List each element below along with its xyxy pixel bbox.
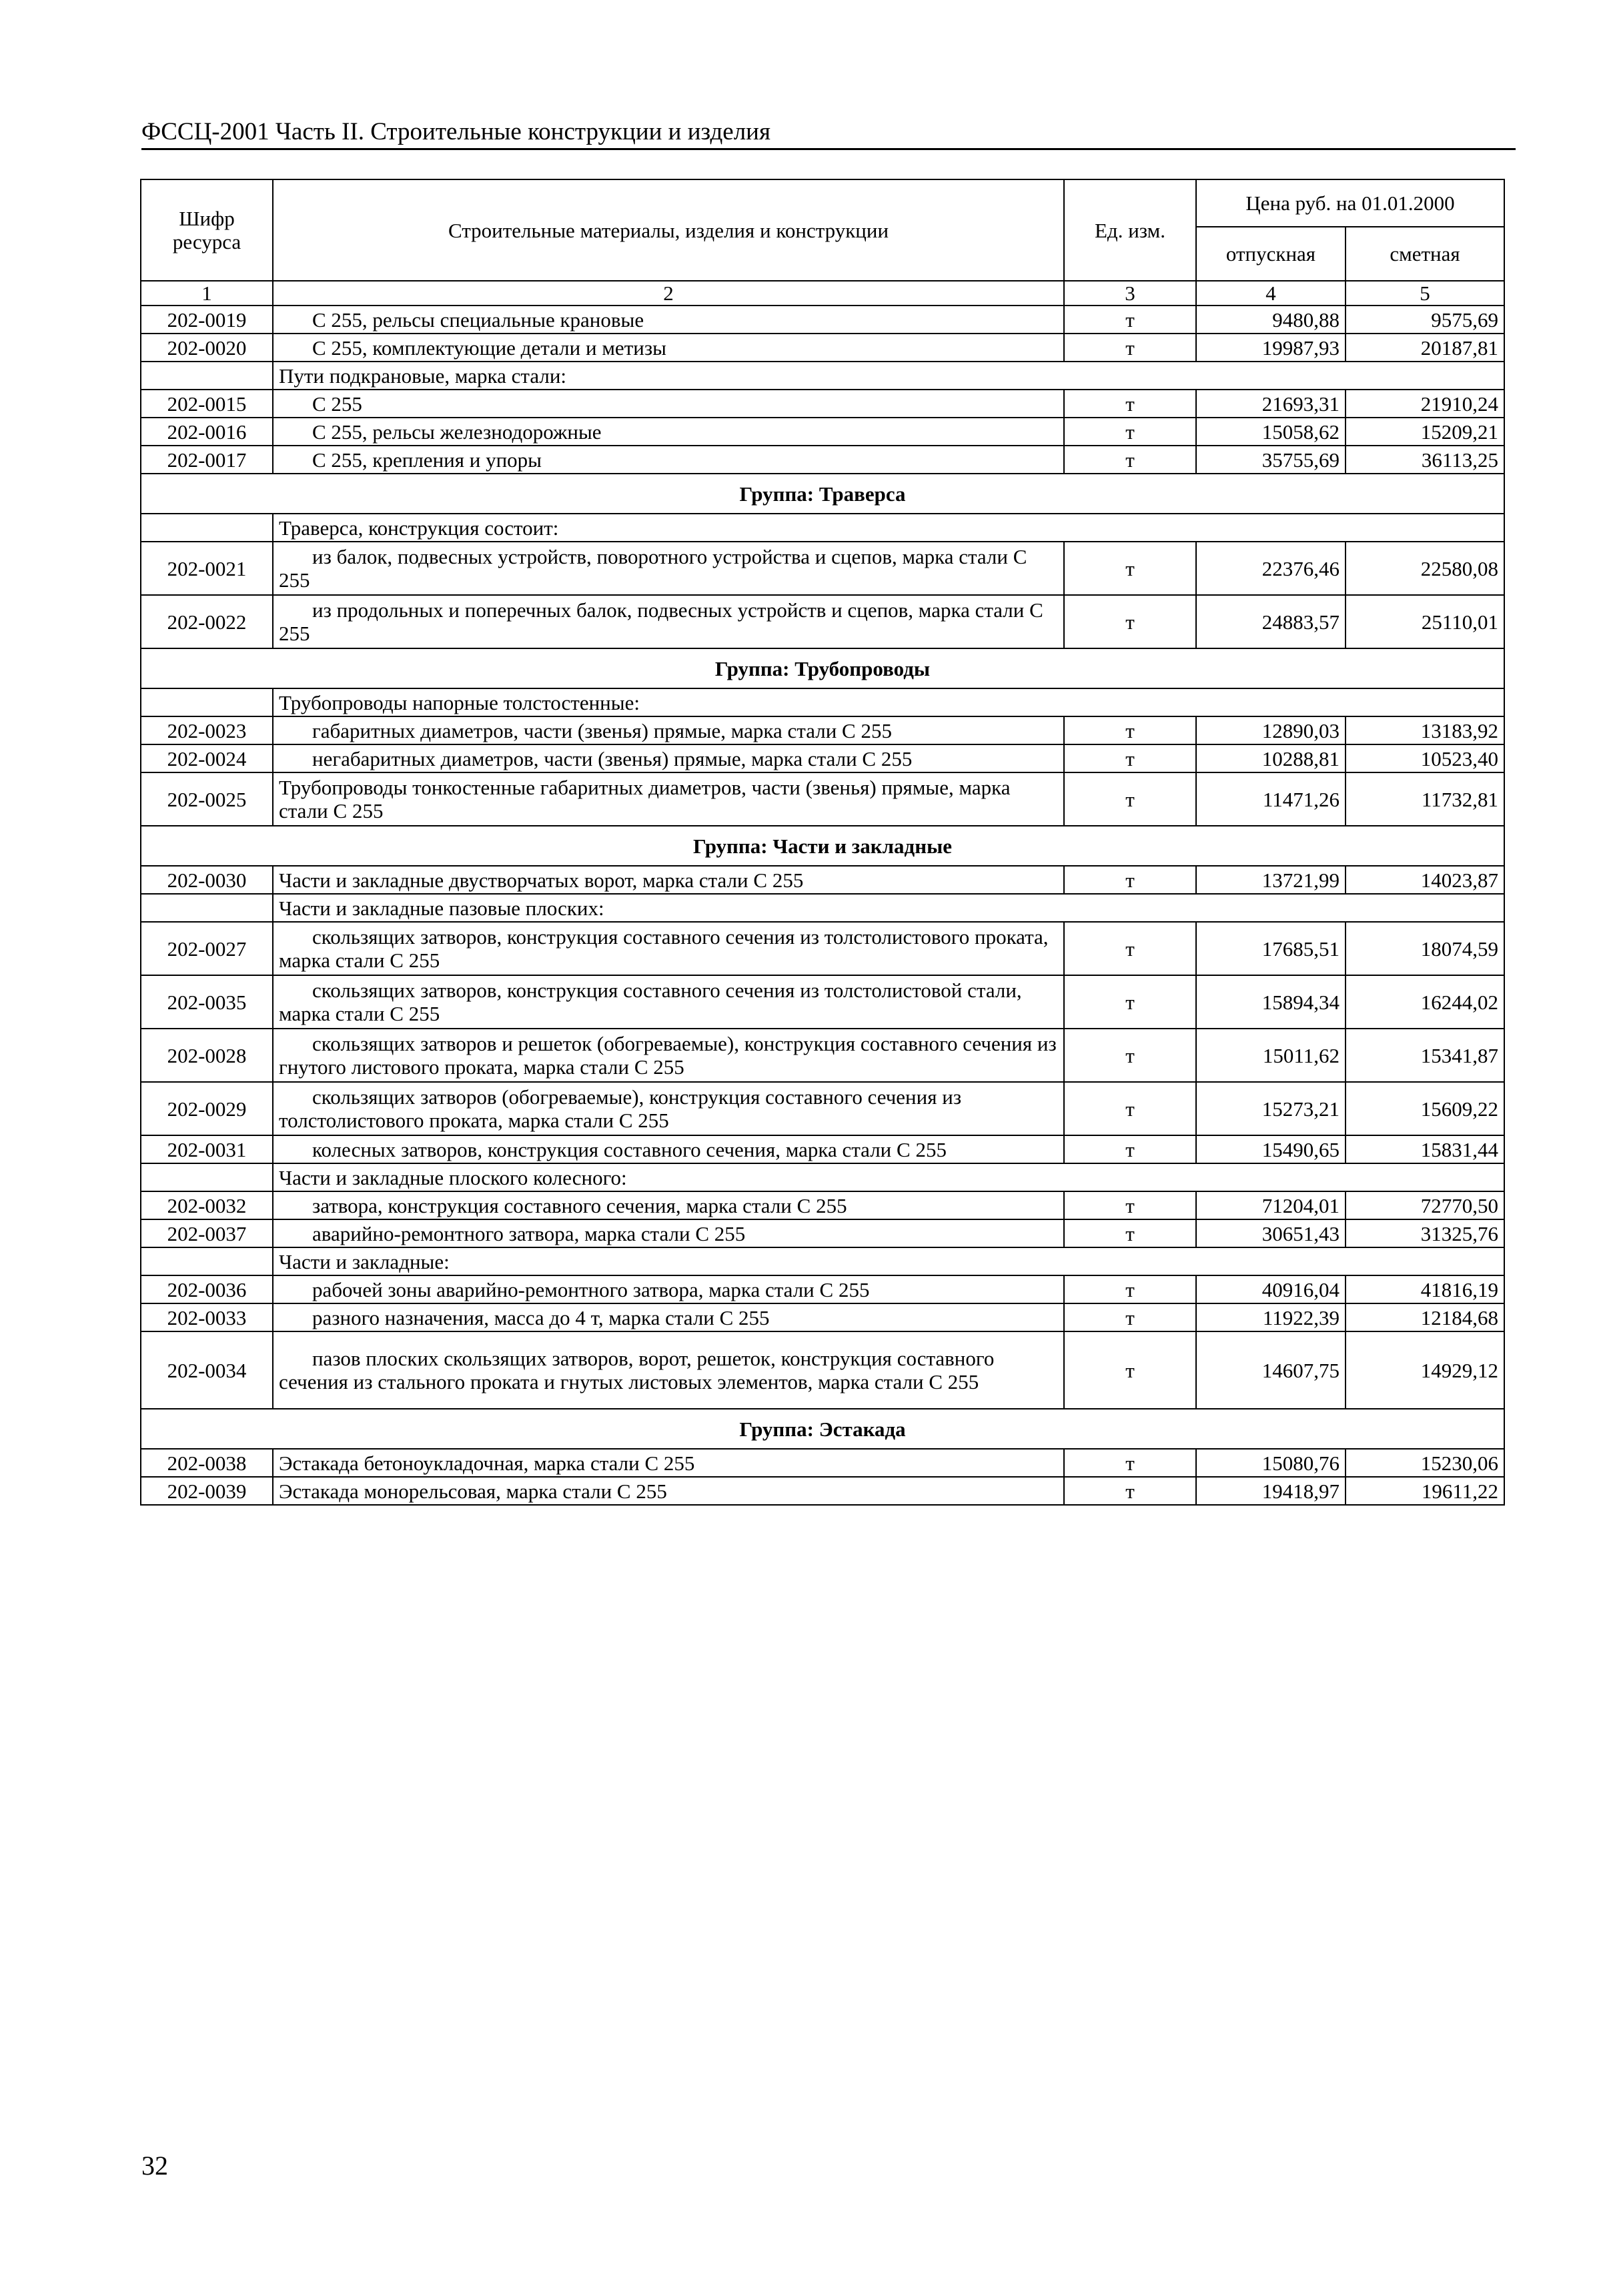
material-name-cell	[273, 418, 1064, 446]
table-row	[141, 744, 1504, 772]
resource-code: 202-0019	[141, 306, 273, 334]
release-price: 15490,65	[1196, 1135, 1346, 1163]
resource-code: 202-0015	[141, 390, 273, 418]
subheading-row	[141, 1163, 1504, 1191]
release-price: 19987,93	[1196, 334, 1346, 362]
release-price: 15894,34	[1196, 975, 1346, 1029]
material-name: колесных затворов, конструкция составного сечения, марка стали С 255	[312, 1137, 947, 1161]
estimate-price: 13183,92	[1346, 716, 1504, 744]
unit-of-measure: т	[1064, 1191, 1196, 1219]
estimate-price: 14929,12	[1346, 1331, 1504, 1409]
column-number: 2	[273, 281, 1064, 306]
subheading-text: Пути подкрановые, марка стали:	[273, 362, 1504, 390]
header-price-estimate: сметная	[1346, 227, 1504, 281]
estimate-price: 10523,40	[1346, 744, 1504, 772]
unit-of-measure: т	[1064, 1082, 1196, 1135]
material-name: пазов плоских скользящих затворов, ворот, решеток, конструкция составного сечения из стального проката и гнутых листовых элементов, марка стали С 255	[279, 1347, 995, 1393]
table-row	[141, 716, 1504, 744]
table-row	[141, 1219, 1504, 1247]
header-price-title: Цена руб. на 01.01.2000	[1196, 179, 1504, 227]
material-name: Эстакада монорельсовая, марка стали С 255	[279, 1479, 667, 1503]
material-name: разного назначения, масса до 4 т, марка стали С 255	[312, 1305, 770, 1329]
unit-of-measure: т	[1064, 306, 1196, 334]
table-row	[141, 1191, 1504, 1219]
material-name: скользящих затворов, конструкция составного сечения из толстолистового проката, марка стали С 255	[279, 925, 1049, 972]
resource-code: 202-0039	[141, 1477, 273, 1505]
table-row	[141, 334, 1504, 362]
material-name-cell	[273, 390, 1064, 418]
header-price-release: отпускная	[1196, 227, 1346, 281]
release-price: 11922,39	[1196, 1303, 1346, 1331]
unit-of-measure: т	[1064, 975, 1196, 1029]
material-name-cell	[273, 922, 1064, 975]
resource-code: 202-0037	[141, 1219, 273, 1247]
release-price: 12890,03	[1196, 716, 1346, 744]
estimate-price: 19611,22	[1346, 1477, 1504, 1505]
estimate-price: 22580,08	[1346, 542, 1504, 595]
estimate-price: 12184,68	[1346, 1303, 1504, 1331]
material-name: Эстакада бетоноукладочная, марка стали С 255	[279, 1451, 695, 1475]
release-price: 35755,69	[1196, 446, 1346, 474]
resource-code: 202-0023	[141, 716, 273, 744]
material-name: С 255	[312, 392, 362, 416]
estimate-price: 16244,02	[1346, 975, 1504, 1029]
subheading-text: Трубопроводы напорные толстостенные:	[273, 688, 1504, 716]
resource-code: 202-0030	[141, 866, 273, 894]
release-price: 15080,76	[1196, 1449, 1346, 1477]
header-code: Шифр ресурса	[141, 179, 273, 281]
unit-of-measure: т	[1064, 1331, 1196, 1409]
estimate-price: 15609,22	[1346, 1082, 1504, 1135]
material-name-cell	[273, 446, 1064, 474]
unit-of-measure: т	[1064, 1275, 1196, 1303]
table-row	[141, 1275, 1504, 1303]
table-row	[141, 1029, 1504, 1082]
release-price: 11471,26	[1196, 772, 1346, 826]
page-header: ФССЦ-2001 Часть II. Строительные конструкции и изделия	[141, 117, 1516, 150]
material-name-cell	[273, 1029, 1064, 1082]
material-name-cell	[273, 595, 1064, 648]
column-number: 5	[1346, 281, 1504, 306]
material-name-cell	[273, 1331, 1064, 1409]
unit-of-measure: т	[1064, 772, 1196, 826]
resource-code: 202-0032	[141, 1191, 273, 1219]
subheading-text: Части и закладные плоского колесного:	[273, 1163, 1504, 1191]
estimate-price: 15230,06	[1346, 1449, 1504, 1477]
table-row	[141, 390, 1504, 418]
subheading-row	[141, 688, 1504, 716]
unit-of-measure: т	[1064, 390, 1196, 418]
estimate-price: 21910,24	[1346, 390, 1504, 418]
material-name-cell	[273, 866, 1064, 894]
release-price: 30651,43	[1196, 1219, 1346, 1247]
unit-of-measure: т	[1064, 922, 1196, 975]
release-price: 71204,01	[1196, 1191, 1346, 1219]
resource-code: 202-0035	[141, 975, 273, 1029]
release-price: 9480,88	[1196, 306, 1346, 334]
release-price: 15011,62	[1196, 1029, 1346, 1082]
unit-of-measure: т	[1064, 418, 1196, 446]
group-heading-row	[141, 648, 1504, 688]
resource-code: 202-0020	[141, 334, 273, 362]
table-row	[141, 306, 1504, 334]
release-price: 17685,51	[1196, 922, 1346, 975]
table-row	[141, 595, 1504, 648]
release-price: 10288,81	[1196, 744, 1346, 772]
resource-code: 202-0016	[141, 418, 273, 446]
material-name: С 255, рельсы специальные крановые	[312, 308, 644, 332]
release-price: 24883,57	[1196, 595, 1346, 648]
group-title: Группа: Траверса	[141, 474, 1504, 514]
resource-code: 202-0029	[141, 1082, 273, 1135]
estimate-price: 72770,50	[1346, 1191, 1504, 1219]
unit-of-measure: т	[1064, 446, 1196, 474]
material-name: скользящих затворов, конструкция составного сечения из толстолистовой стали, марка стали С 255	[279, 979, 1022, 1025]
unit-of-measure: т	[1064, 542, 1196, 595]
empty-code-cell	[141, 514, 273, 542]
resource-code: 202-0034	[141, 1331, 273, 1409]
material-name: габаритных диаметров, части (звенья) прямые, марка стали С 255	[312, 718, 892, 742]
material-name-cell	[273, 306, 1064, 334]
material-name: скользящих затворов и решеток (обогреваемые), конструкция составного сечения из гнутого листового проката, марка стали С 255	[279, 1032, 1057, 1079]
material-name-cell	[273, 1082, 1064, 1135]
material-name-cell	[273, 1191, 1064, 1219]
column-number: 1	[141, 281, 273, 306]
resource-code: 202-0021	[141, 542, 273, 595]
material-name: негабаритных диаметров, части (звенья) прямые, марка стали С 255	[312, 746, 913, 770]
resource-code: 202-0017	[141, 446, 273, 474]
material-name-cell	[273, 744, 1064, 772]
subheading-row	[141, 514, 1504, 542]
column-number: 3	[1064, 281, 1196, 306]
subheading-row	[141, 362, 1504, 390]
empty-code-cell	[141, 362, 273, 390]
price-table	[140, 179, 1505, 1506]
material-name-cell	[273, 1449, 1064, 1477]
resource-code: 202-0038	[141, 1449, 273, 1477]
header-name: Строительные материалы, изделия и конструкции	[273, 179, 1064, 281]
unit-of-measure: т	[1064, 744, 1196, 772]
subheading-row	[141, 1247, 1504, 1275]
resource-code: 202-0036	[141, 1275, 273, 1303]
estimate-price: 15341,87	[1346, 1029, 1504, 1082]
material-name-cell	[273, 716, 1064, 744]
material-name-cell	[273, 542, 1064, 595]
resource-code: 202-0033	[141, 1303, 273, 1331]
estimate-price: 41816,19	[1346, 1275, 1504, 1303]
empty-code-cell	[141, 688, 273, 716]
empty-code-cell	[141, 1163, 273, 1191]
group-title: Группа: Части и закладные	[141, 826, 1504, 866]
table-row	[141, 922, 1504, 975]
table-row	[141, 1331, 1504, 1409]
table-row	[141, 418, 1504, 446]
empty-code-cell	[141, 1247, 273, 1275]
subheading-row	[141, 894, 1504, 922]
header-unit: Ед. изм.	[1064, 179, 1196, 281]
material-name: С 255, крепления и упоры	[312, 448, 542, 472]
unit-of-measure: т	[1064, 1303, 1196, 1331]
material-name-cell	[273, 1135, 1064, 1163]
table-row	[141, 446, 1504, 474]
table-row	[141, 1449, 1504, 1477]
material-name: аварийно-ремонтного затвора, марка стали С 255	[312, 1221, 746, 1245]
table-row	[141, 542, 1504, 595]
resource-code: 202-0027	[141, 922, 273, 975]
table-row	[141, 866, 1504, 894]
table-row	[141, 772, 1504, 826]
unit-of-measure: т	[1064, 1219, 1196, 1247]
unit-of-measure: т	[1064, 716, 1196, 744]
estimate-price: 20187,81	[1346, 334, 1504, 362]
estimate-price: 9575,69	[1346, 306, 1504, 334]
material-name: скользящих затворов (обогреваемые), конструкция составного сечения из толстолистового проката, марка стали С 255	[279, 1085, 962, 1132]
unit-of-measure: т	[1064, 595, 1196, 648]
resource-code: 202-0025	[141, 772, 273, 826]
release-price: 15058,62	[1196, 418, 1346, 446]
estimate-price: 14023,87	[1346, 866, 1504, 894]
estimate-price: 18074,59	[1346, 922, 1504, 975]
material-name: С 255, рельсы железнодорожные	[312, 420, 602, 444]
empty-code-cell	[141, 894, 273, 922]
estimate-price: 25110,01	[1346, 595, 1504, 648]
column-number: 4	[1196, 281, 1346, 306]
material-name-cell	[273, 334, 1064, 362]
subheading-text: Траверса, конструкция состоит:	[273, 514, 1504, 542]
table-row	[141, 975, 1504, 1029]
estimate-price: 15831,44	[1346, 1135, 1504, 1163]
resource-code: 202-0031	[141, 1135, 273, 1163]
release-price: 21693,31	[1196, 390, 1346, 418]
table-row	[141, 1135, 1504, 1163]
table-row	[141, 1477, 1504, 1505]
material-name: Части и закладные двустворчатых ворот, марка стали С 255	[279, 868, 804, 892]
unit-of-measure: т	[1064, 1029, 1196, 1082]
material-name-cell	[273, 772, 1064, 826]
resource-code: 202-0024	[141, 744, 273, 772]
group-heading-row	[141, 826, 1504, 866]
group-heading-row	[141, 474, 1504, 514]
group-title: Группа: Трубопроводы	[141, 648, 1504, 688]
table-row	[141, 1303, 1504, 1331]
material-name: Трубопроводы тонкостенные габаритных диаметров, части (звенья) прямые, марка стали С 255	[279, 776, 1011, 822]
release-price: 22376,46	[1196, 542, 1346, 595]
group-heading-row	[141, 1409, 1504, 1449]
unit-of-measure: т	[1064, 1135, 1196, 1163]
unit-of-measure: т	[1064, 1449, 1196, 1477]
resource-code: 202-0028	[141, 1029, 273, 1082]
material-name: из продольных и поперечных балок, подвесных устройств и сцепов, марка стали С 255	[279, 598, 1043, 645]
material-name-cell	[273, 1477, 1064, 1505]
estimate-price: 11732,81	[1346, 772, 1504, 826]
page-number: 32	[141, 2151, 168, 2181]
table-row	[141, 1082, 1504, 1135]
resource-code: 202-0022	[141, 595, 273, 648]
release-price: 15273,21	[1196, 1082, 1346, 1135]
estimate-price: 31325,76	[1346, 1219, 1504, 1247]
material-name: из балок, подвесных устройств, поворотного устройства и сцепов, марка стали С 255	[279, 545, 1027, 592]
material-name: затвора, конструкция составного сечения, марка стали С 255	[312, 1193, 847, 1217]
unit-of-measure: т	[1064, 866, 1196, 894]
unit-of-measure: т	[1064, 334, 1196, 362]
release-price: 19418,97	[1196, 1477, 1346, 1505]
material-name-cell	[273, 975, 1064, 1029]
column-number-row	[141, 281, 1504, 306]
material-name: С 255, комплектующие детали и метизы	[312, 336, 666, 360]
release-price: 13721,99	[1196, 866, 1346, 894]
material-name-cell	[273, 1303, 1064, 1331]
release-price: 14607,75	[1196, 1331, 1346, 1409]
material-name-cell	[273, 1275, 1064, 1303]
unit-of-measure: т	[1064, 1477, 1196, 1505]
material-name-cell	[273, 1219, 1064, 1247]
release-price: 40916,04	[1196, 1275, 1346, 1303]
material-name: рабочей зоны аварийно-ремонтного затвора, марка стали С 255	[312, 1277, 870, 1301]
group-title: Группа: Эстакада	[141, 1409, 1504, 1449]
table-header-row-1	[141, 179, 1504, 227]
subheading-text: Части и закладные пазовые плоских:	[273, 894, 1504, 922]
subheading-text: Части и закладные:	[273, 1247, 1504, 1275]
estimate-price: 36113,25	[1346, 446, 1504, 474]
estimate-price: 15209,21	[1346, 418, 1504, 446]
